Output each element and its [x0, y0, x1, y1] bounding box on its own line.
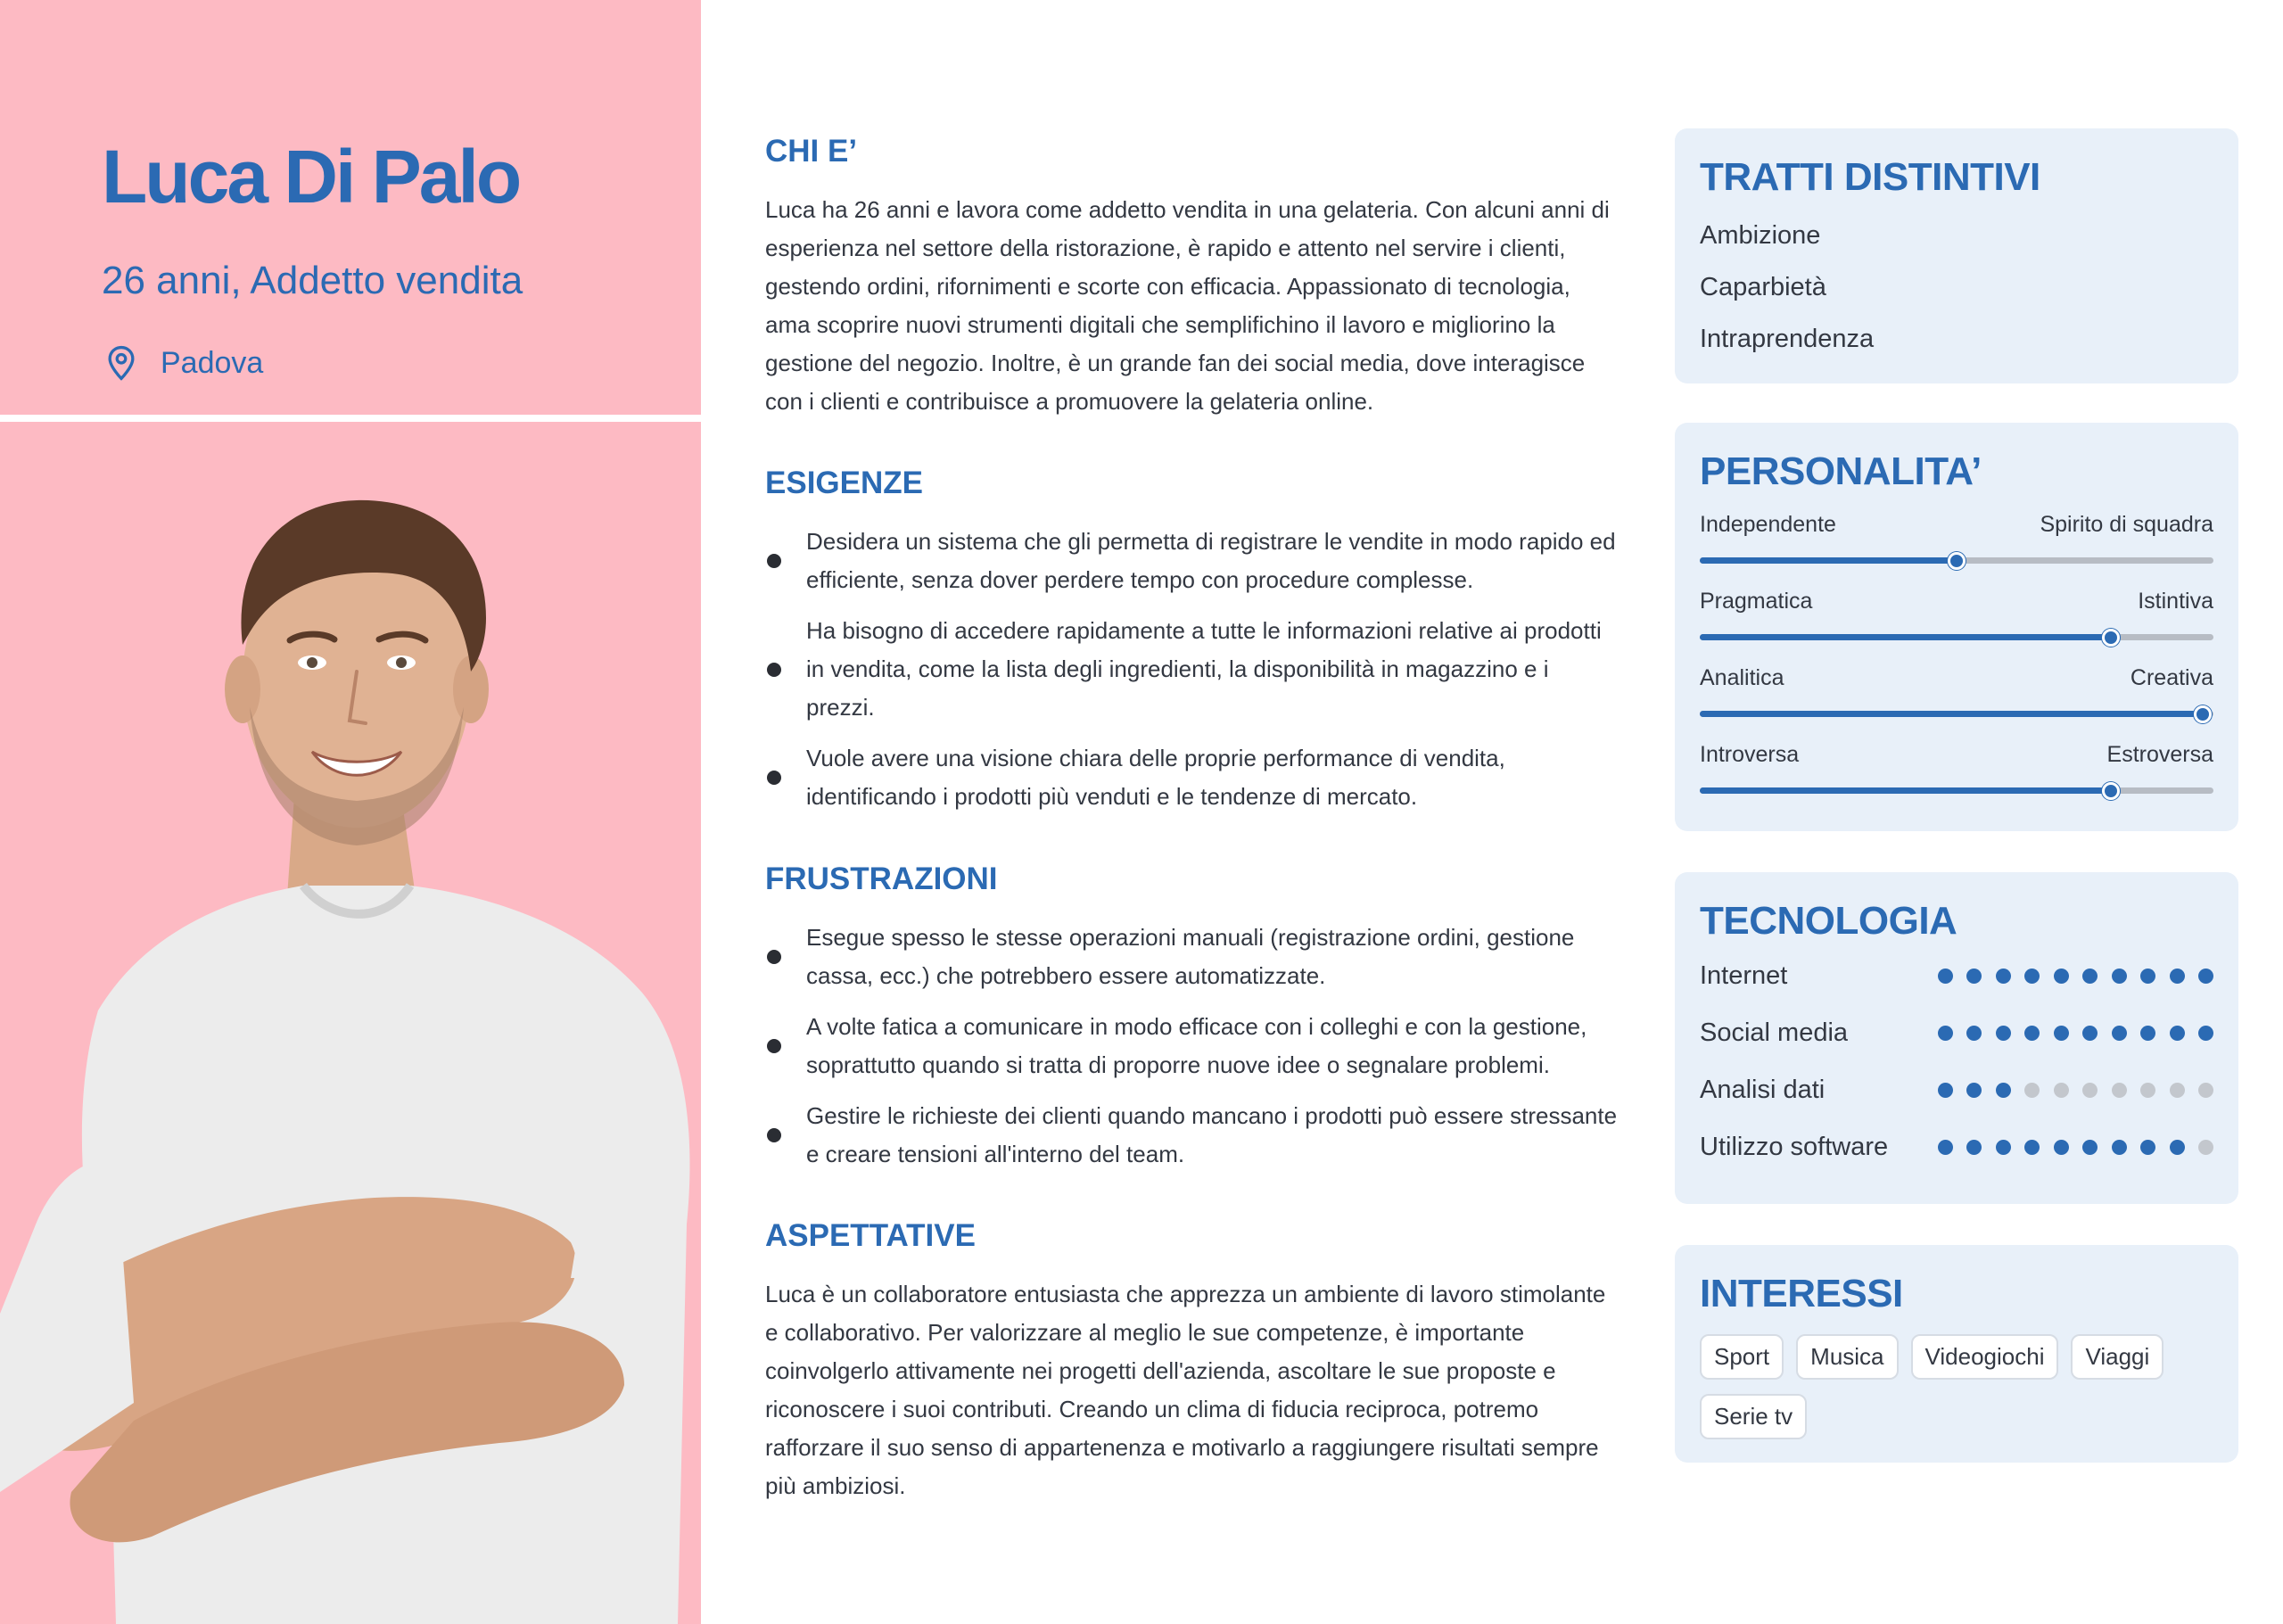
personality-card: [1675, 423, 2238, 831]
expectations-text: Luca è un collaboratore entusiasta che apprezza un ambiente di lavoro stimolante e collaborativo. Per valorizzare al meglio le sue competenze, è importante coinvolgerlo attivamente nei progetti dell'azienda, ascoltare le sue proposte e riconoscere i suoi contributi. Creando un clima di fiducia reciproca, potremo rafforzare il suo senso di appartenenza e motivarlo a raggiungere risultati sempre più ambiziosi.: [765, 1281, 1606, 1499]
scale-left-label: Pragmatica: [1700, 589, 1813, 614]
scale-left-label: Independente: [1700, 512, 1836, 537]
personality-scale: [1700, 512, 2213, 564]
scale-track: [1700, 634, 2213, 640]
rating-dot-filled: [2054, 969, 2069, 984]
scale-track: [1700, 787, 2213, 794]
technology-label: Internet: [1700, 961, 1788, 990]
scale-right-label: Creativa: [2130, 665, 2213, 690]
rating-dot-filled: [1938, 1083, 1953, 1098]
rating-dot-filled: [2112, 1026, 2127, 1041]
list-item-text: Vuole avere una visione chiara delle proprie performance di vendita, identificando i prodotti più venduti e le tendenze di mercato.: [806, 745, 1505, 810]
scale-fill: [1700, 787, 2111, 794]
rating-dot-empty: [2170, 1083, 2185, 1098]
rating-dot-filled: [2198, 969, 2213, 984]
location-pin-icon: [102, 343, 141, 383]
personality-scale: [1700, 665, 2213, 717]
rating-dot-filled: [2024, 969, 2040, 984]
list-item: [765, 1008, 1621, 1084]
rating-dot-filled: [2082, 1026, 2098, 1041]
rating-dot-filled: [1996, 1083, 2011, 1098]
personality-scale: [1700, 742, 2213, 794]
interests-title: INTERESSI: [1700, 1272, 1903, 1315]
list-item-text: Esegue spesso le stesse operazioni manuali (registrazione ordini, gestione cassa, ecc.) che potrebbero essere automatizzate.: [806, 924, 1575, 989]
technology-label: Utilizzo software: [1700, 1133, 1889, 1161]
rating-dot-filled: [1966, 1026, 1982, 1041]
interest-tags: [1700, 1334, 2226, 1439]
scale-left-label: Introversa: [1700, 742, 1800, 767]
rating-dot-empty: [2024, 1083, 2040, 1098]
technology-title: TECNOLOGIA: [1700, 899, 1957, 943]
rating-dots: [1938, 1083, 2214, 1098]
persona-portrait-image: [0, 422, 701, 1624]
rating-dot-filled: [2170, 969, 2185, 984]
rating-dot-empty: [2198, 1083, 2213, 1098]
rating-dot-empty: [2198, 1140, 2213, 1155]
profile-column: [0, 0, 701, 1624]
technology-label: Social media: [1700, 1018, 1849, 1047]
scale-left-label: Analitica: [1700, 665, 1784, 690]
scale-track: [1700, 557, 2213, 564]
rating-dot-filled: [2112, 1140, 2127, 1155]
scale-fill: [1700, 711, 2203, 717]
persona-subtitle: 26 anni, Addetto vendita: [102, 259, 523, 302]
rating-dot-filled: [1966, 969, 1982, 984]
technology-row: [1700, 1018, 2213, 1048]
list-item: [765, 523, 1621, 599]
interest-tag: Musica: [1796, 1334, 1898, 1380]
persona-name: Luca Di Palo: [102, 135, 520, 218]
profile-header: [0, 0, 701, 415]
rating-dot-filled: [1996, 1026, 2011, 1041]
rating-dot-empty: [2112, 1083, 2127, 1098]
bullet-icon: [767, 1128, 781, 1142]
technology-row: [1700, 1076, 2213, 1105]
list-item: [765, 1097, 1621, 1174]
scale-track: [1700, 711, 2213, 717]
technology-row: [1700, 1133, 2213, 1162]
rating-dot-filled: [2112, 969, 2127, 984]
list-item: [765, 612, 1621, 727]
rating-dot-filled: [1938, 1140, 1953, 1155]
list-item-text: Gestire le richieste dei clienti quando mancano i prodotti può essere stressante e creare tensioni all'interno del team.: [806, 1102, 1618, 1167]
bullet-icon: [767, 1039, 781, 1053]
interest-tag: Serie tv: [1700, 1394, 1807, 1439]
traits-card: [1675, 128, 2238, 383]
trait-item: Caparbietà: [1700, 273, 1826, 301]
rating-dot-filled: [1938, 1026, 1953, 1041]
list-item: [765, 739, 1621, 816]
interest-tag: Sport: [1700, 1334, 1784, 1380]
rating-dot-filled: [1966, 1083, 1982, 1098]
scale-right-label: Istintiva: [2138, 589, 2213, 614]
technology-label: Analisi dati: [1700, 1076, 1826, 1104]
rating-dot-filled: [1938, 969, 1953, 984]
rating-dot-filled: [2140, 1140, 2155, 1155]
rating-dot-filled: [2170, 1140, 2185, 1155]
rating-dot-empty: [2140, 1083, 2155, 1098]
needs-title: ESIGENZE: [765, 466, 923, 500]
rating-dots: [1938, 1140, 2214, 1155]
bullet-icon: [767, 771, 781, 785]
scale-knob: [2102, 629, 2120, 647]
bullet-icon: [767, 554, 781, 568]
list-item: [765, 919, 1621, 995]
rating-dot-filled: [2140, 1026, 2155, 1041]
scale-knob: [2102, 782, 2120, 800]
trait-item: Ambizione: [1700, 221, 1821, 250]
trait-item: Intraprendenza: [1700, 325, 1875, 353]
frustrations-title: FRUSTRAZIONI: [765, 861, 998, 896]
scale-knob: [1948, 552, 1966, 570]
rating-dot-filled: [2024, 1026, 2040, 1041]
rating-dot-filled: [2198, 1026, 2213, 1041]
about-title: CHI E’: [765, 134, 858, 169]
rating-dot-filled: [1996, 1140, 2011, 1155]
interest-tag: Viaggi: [2071, 1334, 2163, 1380]
expectations-title: ASPETTATIVE: [765, 1218, 976, 1253]
rating-dot-filled: [2054, 1026, 2069, 1041]
persona-photo: [0, 422, 701, 1624]
rating-dot-filled: [2082, 969, 2098, 984]
personality-scale: [1700, 589, 2213, 640]
scale-right-label: Estroversa: [2106, 742, 2213, 767]
scale-fill: [1700, 634, 2111, 640]
interests-card: [1675, 1245, 2238, 1463]
technology-row: [1700, 961, 2213, 991]
list-item-text: A volte fatica a comunicare in modo efficace con i colleghi e con la gestione, soprattutto quando si tratta di proporre nuove idee o segnalare problemi.: [806, 1013, 1587, 1078]
traits-title: TRATTI DISTINTIVI: [1700, 155, 2040, 199]
bullet-icon: [767, 950, 781, 964]
needs-list: [765, 523, 1621, 828]
scale-knob: [2194, 705, 2212, 723]
technology-card: [1675, 872, 2238, 1204]
scale-fill: [1700, 557, 1957, 564]
bullet-icon: [767, 663, 781, 677]
interest-tag: Videogiochi: [1911, 1334, 2059, 1380]
scale-right-label: Spirito di squadra: [2040, 512, 2213, 537]
rating-dot-filled: [2054, 1140, 2069, 1155]
rating-dots: [1938, 1026, 2214, 1041]
list-item-text: Ha bisogno di accedere rapidamente a tutte le informazioni relative ai prodotti in vendita, come la lista degli ingredienti, la disponibilità in magazzino e i prezzi.: [806, 617, 1602, 721]
rating-dot-filled: [2082, 1140, 2098, 1155]
location-label: Padova: [161, 345, 264, 380]
rating-dot-filled: [1996, 969, 2011, 984]
rating-dot-filled: [2170, 1026, 2185, 1041]
rating-dots: [1938, 969, 2214, 984]
frustrations-list: [765, 919, 1621, 1186]
rating-dot-empty: [2054, 1083, 2069, 1098]
rating-dot-empty: [2082, 1083, 2098, 1098]
location: [102, 343, 263, 383]
rating-dot-filled: [1966, 1140, 1982, 1155]
list-item-text: Desidera un sistema che gli permetta di registrare le vendite in modo rapido ed efficiente, senza dover perdere tempo con procedure complesse.: [806, 528, 1616, 593]
personality-title: PERSONALITA’: [1700, 449, 1982, 493]
rating-dot-filled: [2140, 969, 2155, 984]
rating-dot-filled: [2024, 1140, 2040, 1155]
about-text: Luca ha 26 anni e lavora come addetto vendita in una gelateria. Con alcuni anni di esperienza nel settore della ristorazione, è rapido e attento nel servire i clienti, gestendo ordini, rifornimenti e scorte con efficacia. Appassionato di tecnologia, ama scoprire nuovi strumenti digitali che semplifichino il lavoro e migliorino la gestione del negozio. Inoltre, è un grande fan dei social media, dove interagisce con i clienti e contribuisce a promuovere la gelateria online.: [765, 196, 1610, 415]
